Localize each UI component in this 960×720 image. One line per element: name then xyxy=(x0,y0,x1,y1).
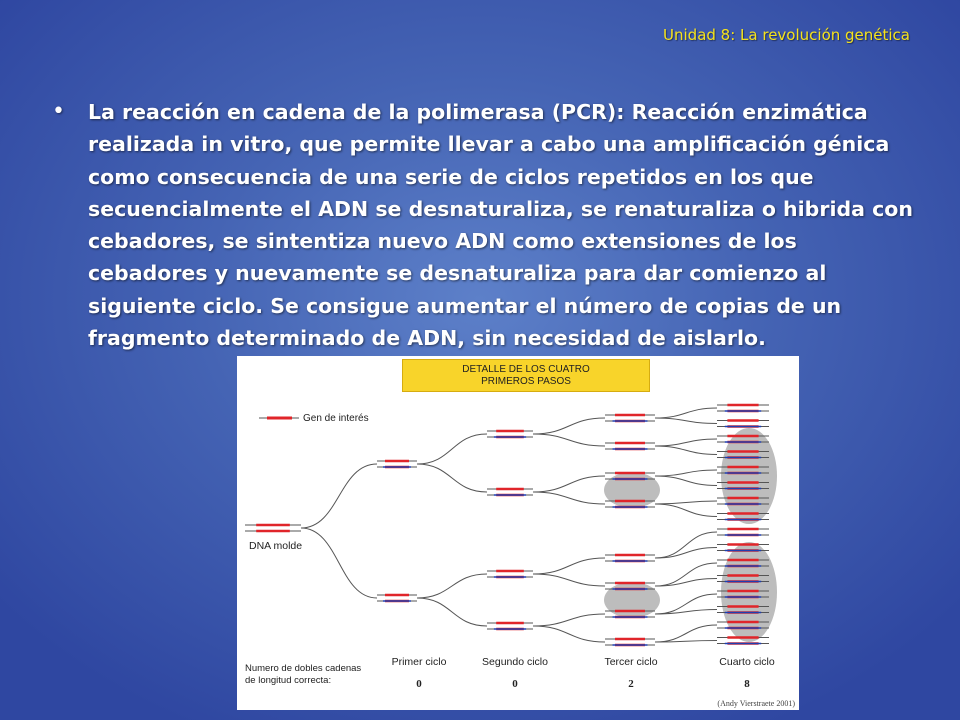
cycle-label-2: Segundo ciclo xyxy=(482,656,548,668)
bullet-marker: • xyxy=(52,99,65,124)
branch-c2-11 xyxy=(417,598,487,626)
branch-c1-0 xyxy=(301,464,377,528)
branch-c4-7 xyxy=(655,504,717,517)
cycle-count-3: 2 xyxy=(628,678,634,690)
branch-c1-1 xyxy=(301,528,377,598)
bullet-text: La reacción en cadena de la polimerasa (PCR): Reacción enzimática realizada in vitro, que permite llevar a cabo una amplificación génica como consecuencia de una serie de ciclos repetidos en los que secuencialmente el ADN se desnaturaliza, se renaturaliza o hibrida con cebadores, se sintentiza nuevo ADN como extensiones de los cebadores y nuevamente se desnaturaliza para dar comienzo al siguiente ciclo. Se consigue aumentar el número de copias de un fragmento determinado de ADN, sin necesidad de aislarlo. xyxy=(88,100,913,351)
cycle-count-2: 0 xyxy=(512,678,518,690)
branch-c4-6 xyxy=(655,501,717,504)
branch-c4-3 xyxy=(655,446,717,455)
branch-c3-3 xyxy=(533,492,605,504)
branch-c4-2 xyxy=(655,439,717,446)
bullet-block xyxy=(50,96,920,354)
branch-c3-4 xyxy=(533,558,605,574)
branch-c4-12 xyxy=(655,594,717,614)
legend-gene-label: Gen de interés xyxy=(303,413,369,424)
branch-c4-9 xyxy=(655,548,717,559)
branch-c4-14 xyxy=(655,625,717,642)
figure-credit: (Andy Vierstraete 2001) xyxy=(717,699,795,708)
branch-c4-5 xyxy=(655,476,717,486)
branch-c3-7 xyxy=(533,626,605,642)
branch-c4-0 xyxy=(655,408,717,418)
correct-length-count-label: Numero de dobles cadenas de longitud correcta: xyxy=(245,663,362,686)
branch-c3-5 xyxy=(533,574,605,586)
branch-c4-4 xyxy=(655,470,717,476)
cycle-count-4: 8 xyxy=(744,678,750,690)
branch-c2-00 xyxy=(417,434,487,464)
slide-header-title: Unidad 8: La revolución genética xyxy=(663,26,910,44)
cycle3-highlight-2 xyxy=(604,472,660,508)
branch-c3-0 xyxy=(533,418,605,434)
branch-c2-10 xyxy=(417,574,487,598)
branch-c4-13 xyxy=(655,610,717,615)
template-dna-label: DNA molde xyxy=(249,540,303,552)
figure-banner-line1: DETALLE DE LOS CUATRO xyxy=(462,363,590,375)
figure-banner xyxy=(402,359,650,392)
cycle-label-1: Primer ciclo xyxy=(391,656,447,668)
branch-c3-2 xyxy=(533,476,605,492)
cycle-label-4: Cuarto ciclo xyxy=(719,656,775,668)
branch-c4-8 xyxy=(655,532,717,558)
figure-banner-line2: PRIMEROS PASOS xyxy=(481,375,571,387)
branch-c4-1 xyxy=(655,418,717,424)
branch-c2-01 xyxy=(417,464,487,492)
cycle-label-3: Tercer ciclo xyxy=(604,656,658,668)
cycle3-highlight-5 xyxy=(604,582,660,618)
cycle-count-1: 0 xyxy=(416,678,422,690)
branch-c3-6 xyxy=(533,614,605,626)
pcr-cycles-figure xyxy=(237,356,799,710)
branch-c3-1 xyxy=(533,434,605,446)
